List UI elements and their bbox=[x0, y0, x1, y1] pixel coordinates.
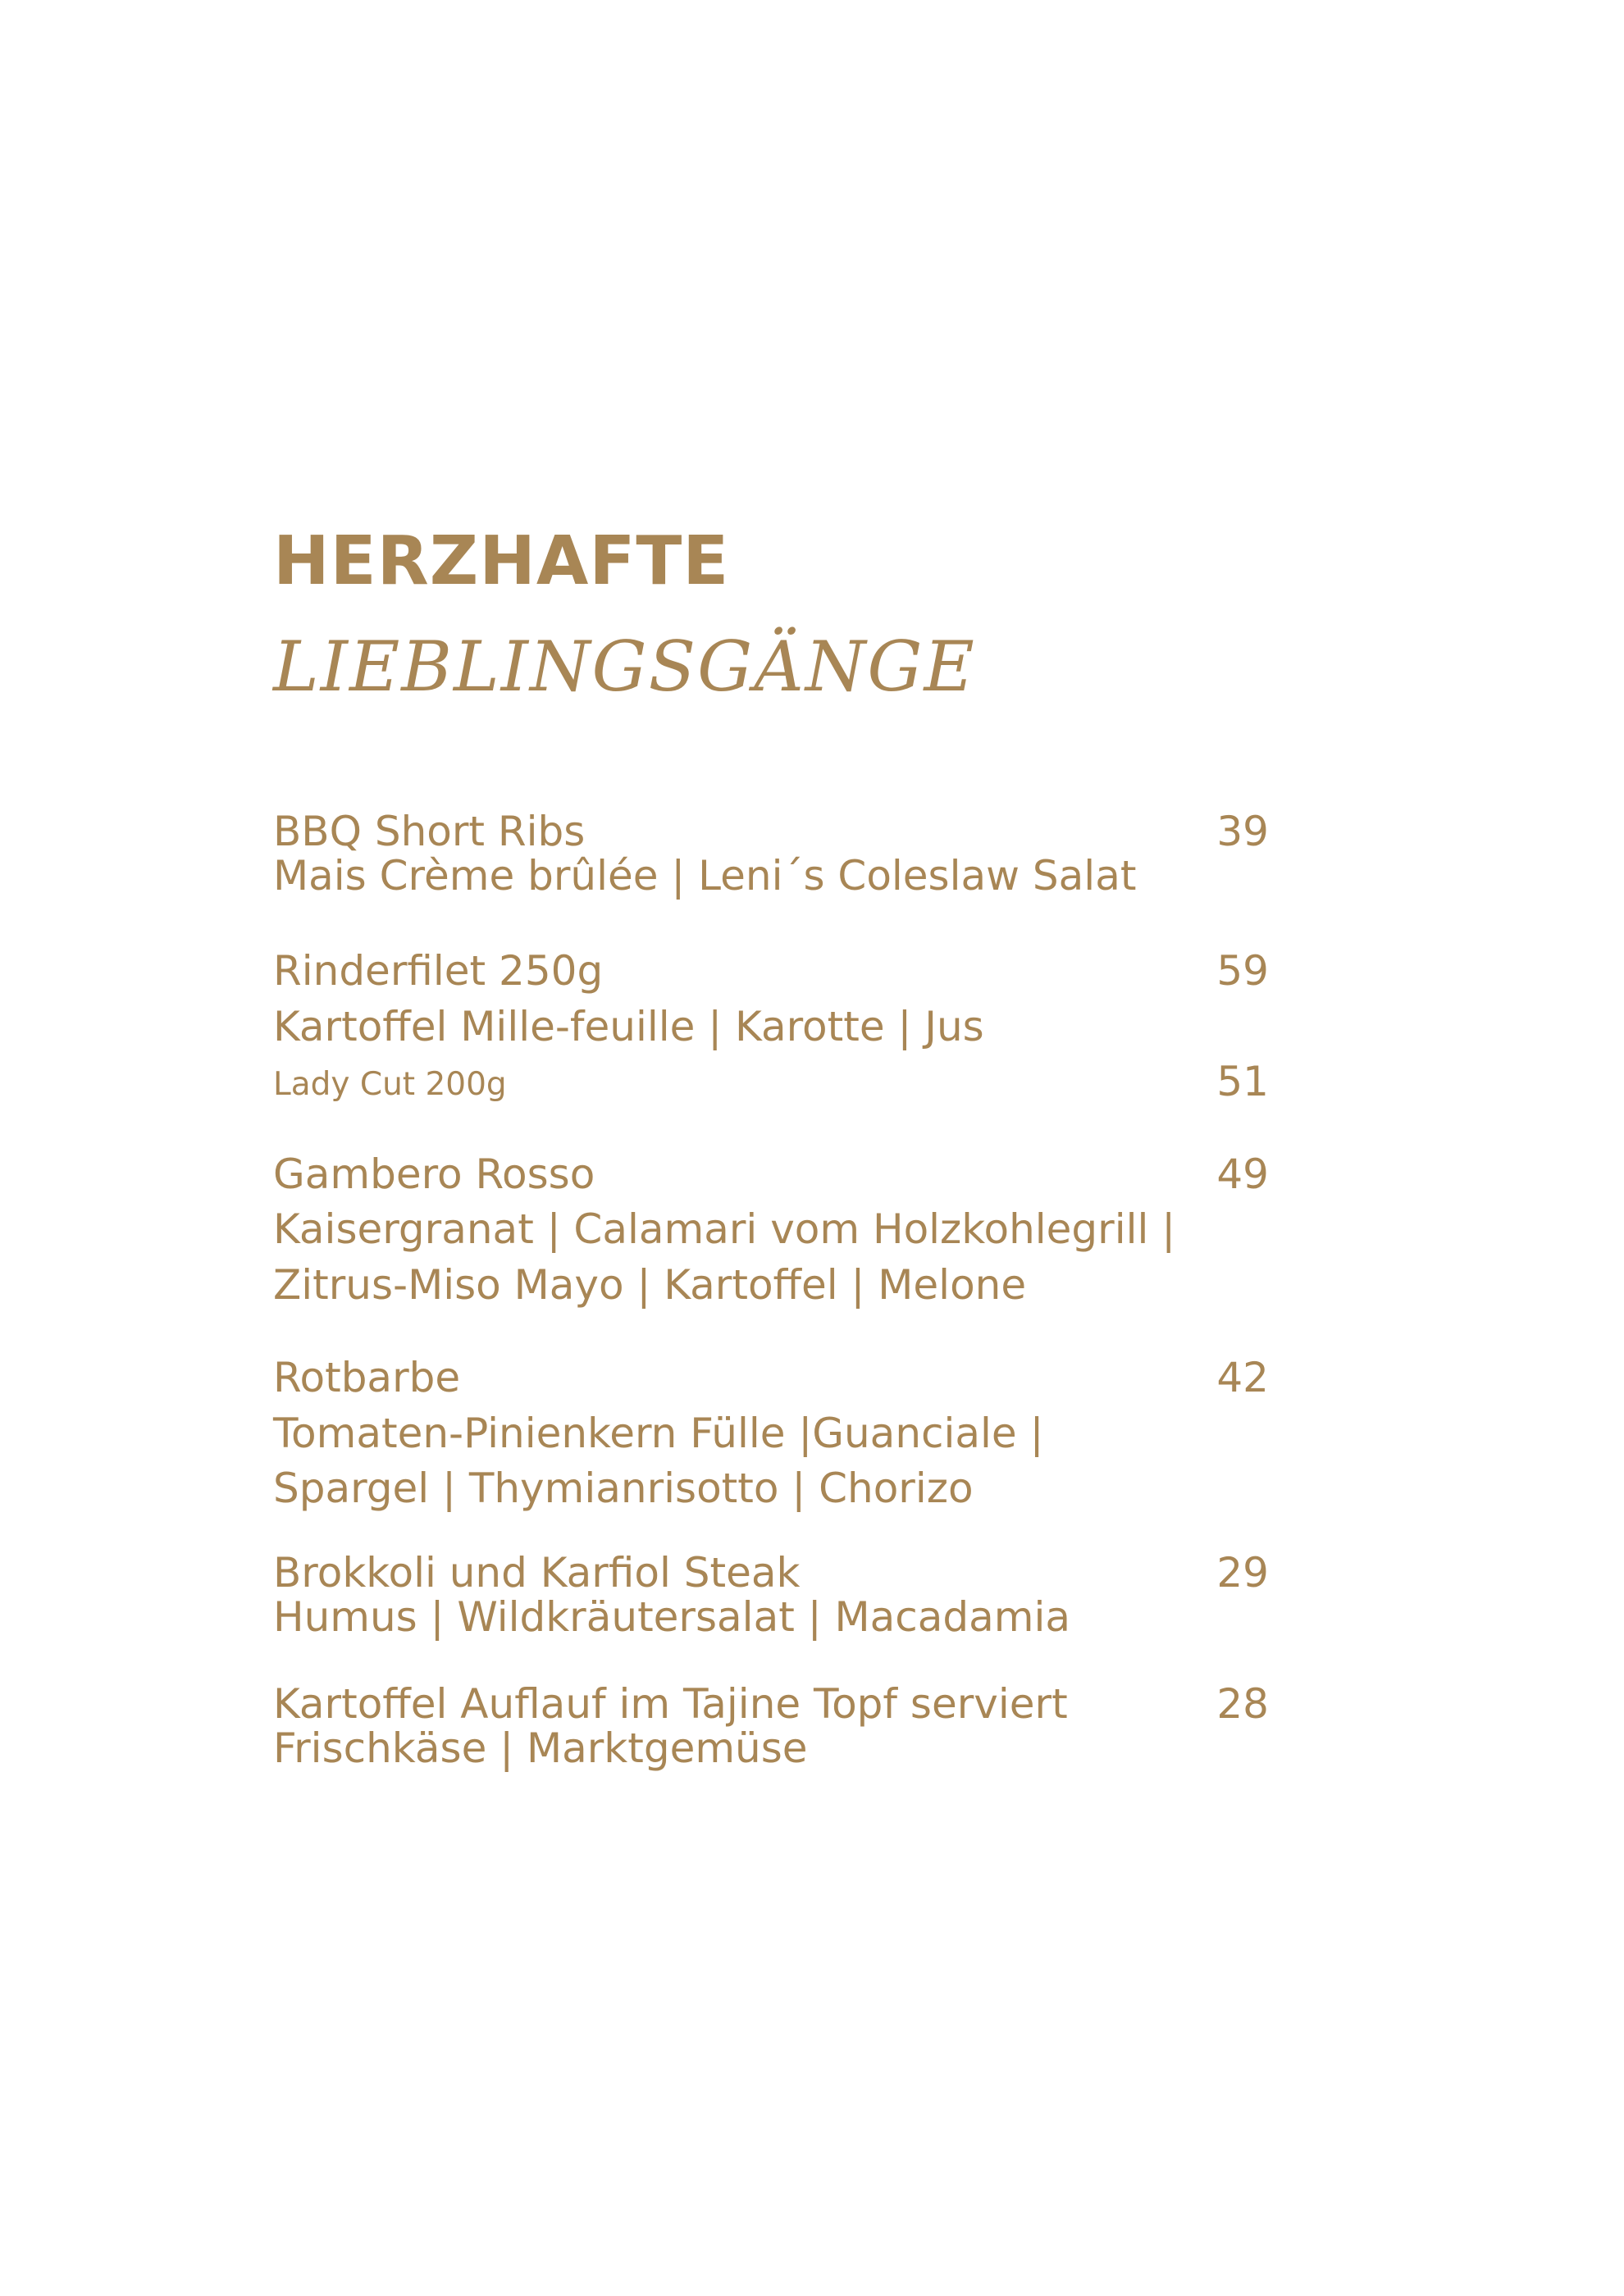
dish-description: Tomaten-Pinienkern Fülle |Guanciale | bbox=[273, 1410, 1044, 1457]
dish-name: BBQ Short Ribs bbox=[273, 808, 586, 855]
dish-variant-price: 51 bbox=[1216, 1058, 1269, 1105]
dish-price: 29 bbox=[1216, 1549, 1269, 1597]
dish-price: 49 bbox=[1216, 1150, 1269, 1198]
page-subtitle: LIEBLINGSGÄNGE bbox=[273, 626, 976, 707]
dish-name: Brokkoli und Karfiol Steak bbox=[273, 1549, 801, 1597]
dish-description: Kaisergranat | Calamari vom Holzkohlegrill | bbox=[273, 1205, 1176, 1253]
dish-price: 42 bbox=[1216, 1354, 1269, 1401]
dish-description: Kartoffel Mille-feuille | Karotte | Jus bbox=[273, 1003, 984, 1050]
dish-name: Kartoffel Auflauf im Tajine Topf serviert bbox=[273, 1680, 1068, 1728]
dish-name: Rotbarbe bbox=[273, 1354, 461, 1401]
dish-price: 59 bbox=[1216, 947, 1269, 995]
page-title: HERZHAFTE bbox=[273, 522, 730, 600]
dish-name: Gambero Rosso bbox=[273, 1150, 595, 1198]
dish-name: Rinderfilet 250g bbox=[273, 947, 604, 995]
dish-description: Frischkäse | Marktgemüse bbox=[273, 1724, 808, 1772]
dish-description: Humus | Wildkräutersalat | Macadamia bbox=[273, 1593, 1070, 1641]
dish-price: 28 bbox=[1216, 1680, 1269, 1728]
dish-description: Mais Crème brûlée | Leni´s Coleslaw Salat bbox=[273, 852, 1137, 900]
dish-variant-name: Lady Cut 200g bbox=[273, 1066, 507, 1103]
dish-price: 39 bbox=[1216, 808, 1269, 855]
dish-description: Spargel | Thymianrisotto | Chorizo bbox=[273, 1465, 974, 1512]
dish-description: Zitrus-Miso Mayo | Kartoffel | Melone bbox=[273, 1261, 1027, 1309]
